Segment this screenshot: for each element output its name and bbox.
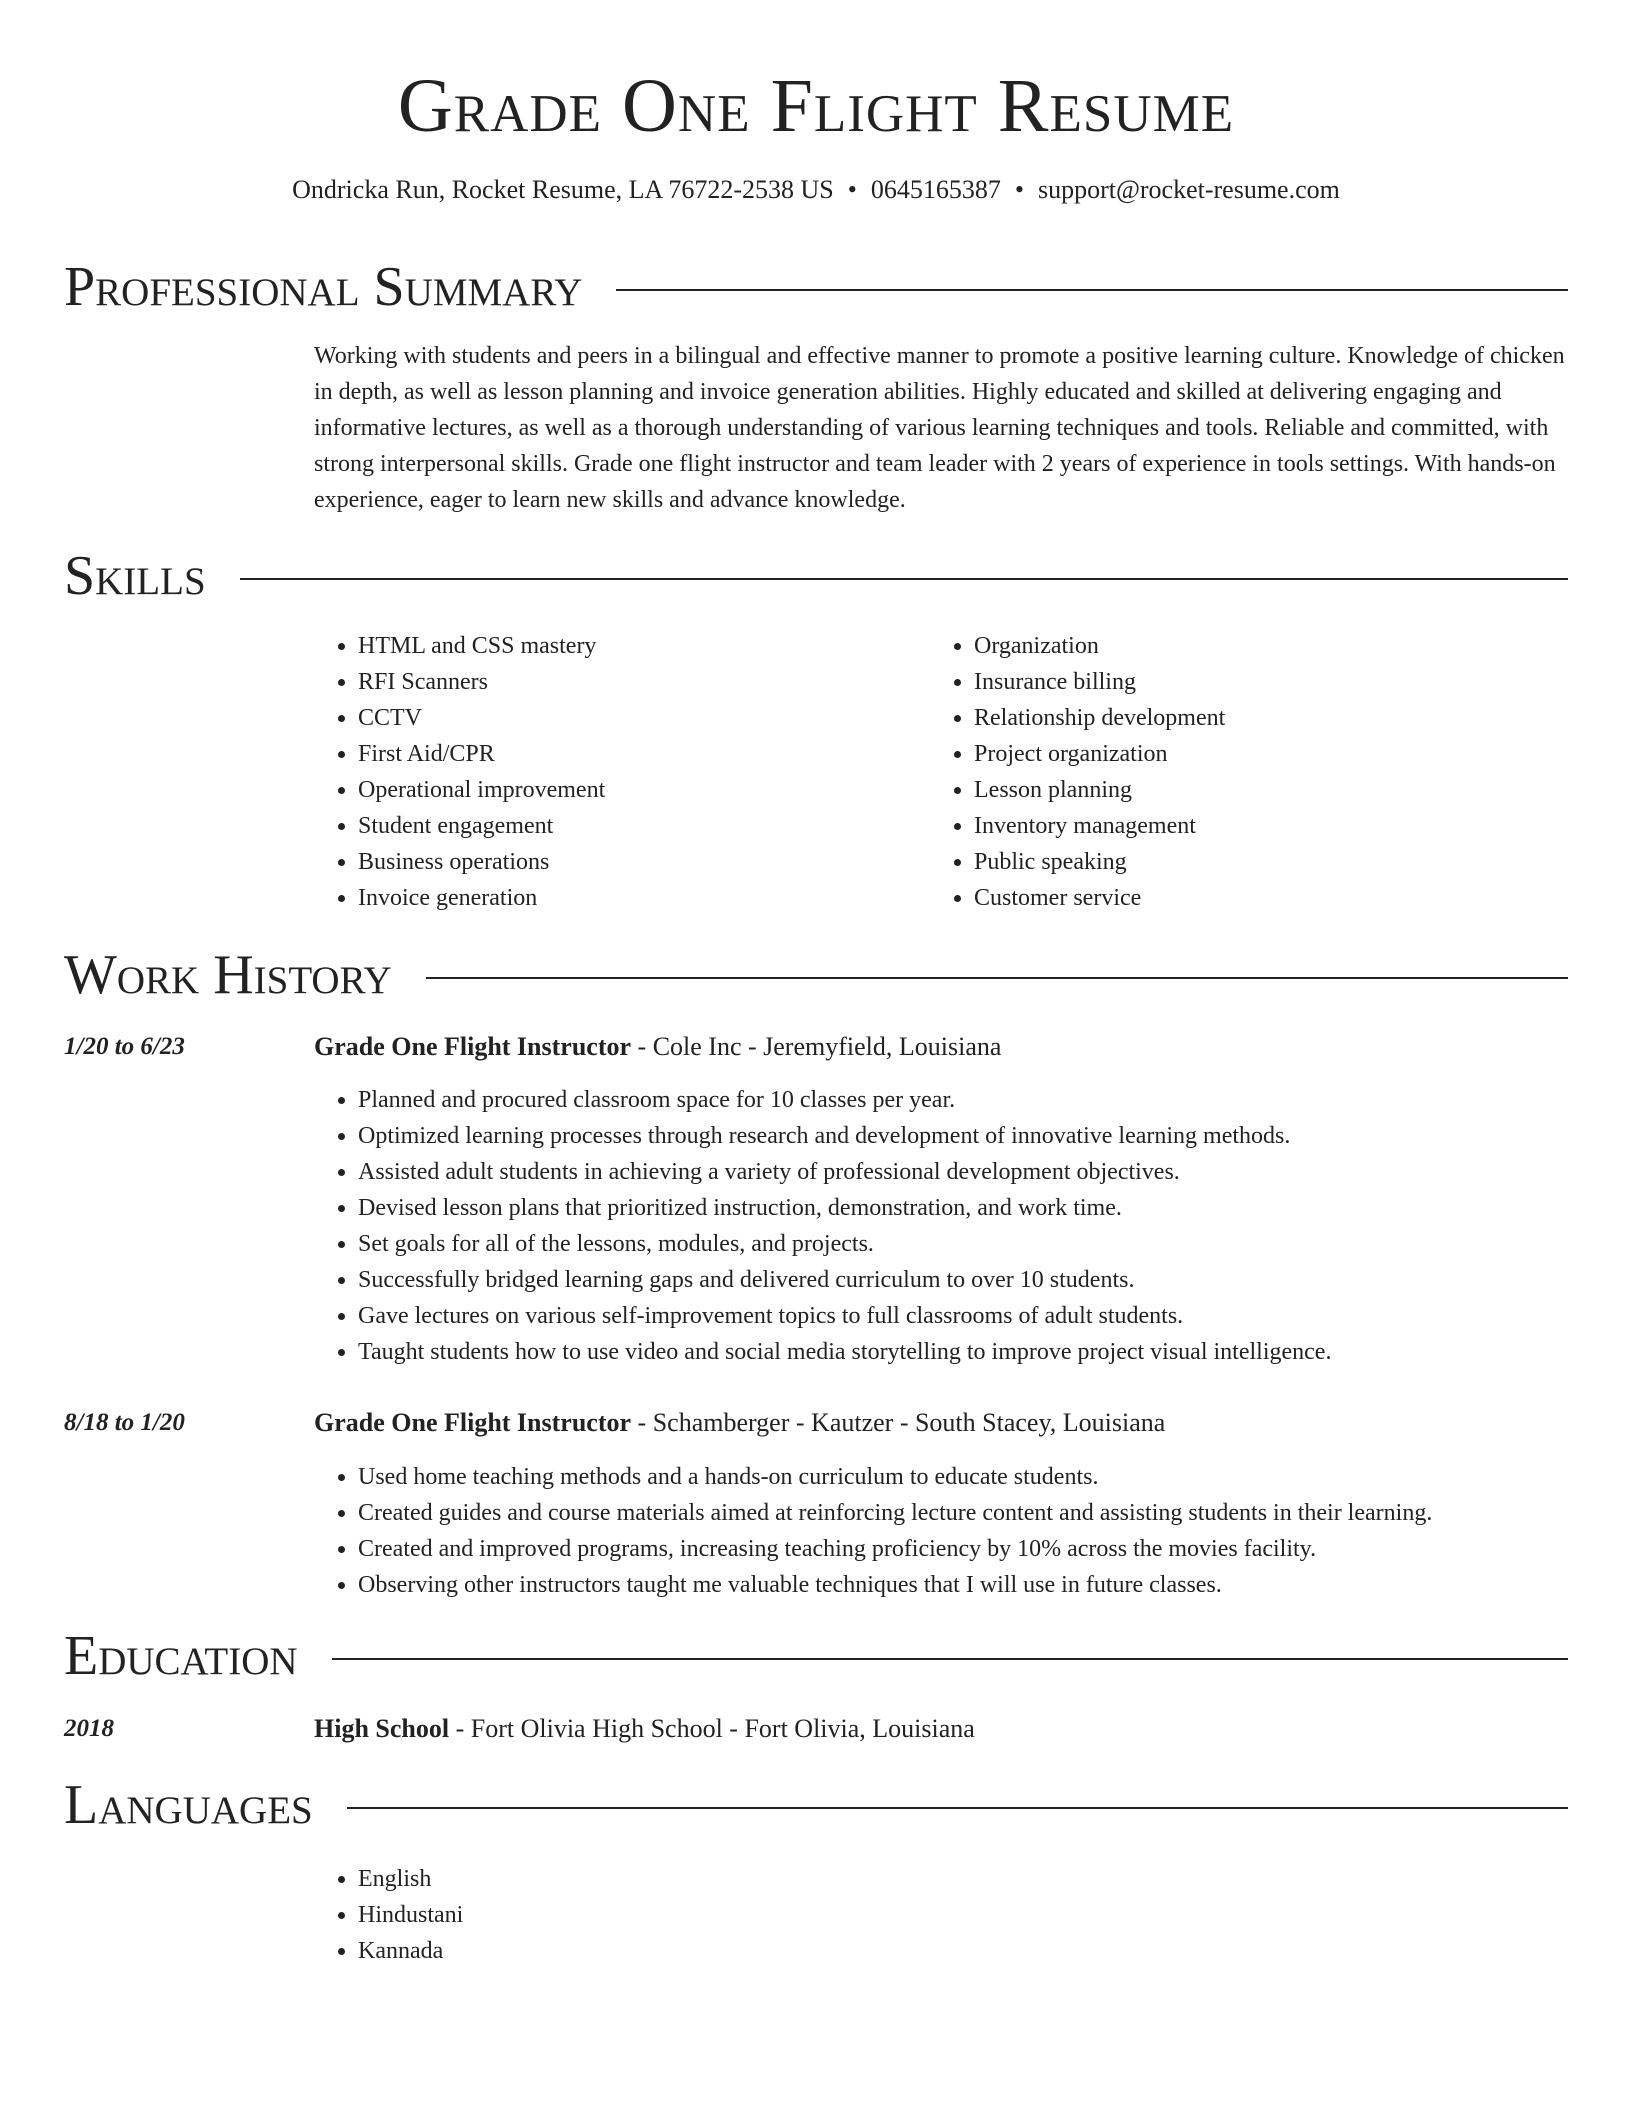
languages-section-header [64,1770,1568,1840]
section-title-languages: Languages [64,1774,313,1836]
education-section-header [64,1621,1568,1691]
skill-item: • RFI Scanners [358,664,958,700]
language-item: • Kannada [358,1933,1618,1969]
summary-text: Working with students and peers in a bilingual and effective manner to promote a positive learning culture. Knowledge of chicken in depth, as well as lesson planning and invoice generation abilities. Highly educated and skilled at delivering engaging and informative lectures, as well as a thorough understanding of various learning techniques and tools. Reliable and committed, with strong interpersonal skills. Grade one flight instructor and team leader with 2 years of experience in tools settings. With hands-on experience, eager to learn new skills and advance knowledge. [314,343,1565,513]
job-duty: • Created and improved programs, increasing teaching proficiency by 10% across the movies facility. [358,1531,1618,1567]
job-title: Grade One Flight Instructor [314,1032,632,1061]
job-duties-list [314,1082,1618,1370]
skill-item: • Business operations [358,844,958,880]
section-title-work: Work History [64,944,392,1006]
skill-item: • Relationship development [974,700,1574,736]
job-duty: • Gave lectures on various self-improvement topics to full classrooms of adult students. [358,1298,1618,1334]
job-dates: 8/18 to 1/20 [64,1409,185,1436]
skill-item: • Lesson planning [974,772,1574,808]
section-title-summary: Professional Summary [64,256,583,318]
job-heading [314,1406,1165,1440]
job-duty: • Created guides and course materials aimed at reinforcing lecture content and assisting students in their learning. [358,1495,1618,1531]
education-heading [314,1712,975,1746]
section-divider [426,977,1568,979]
job-dates: 1/20 to 6/23 [64,1033,185,1060]
skill-item: • Student engagement [358,808,958,844]
section-title-skills: Skills [64,545,206,607]
skill-item: • Customer service [974,880,1574,916]
job-duty: • Set goals for all of the lessons, modules, and projects. [358,1226,1618,1262]
section-divider [347,1807,1568,1809]
skill-item: • CCTV [358,700,958,736]
skills-list-right [930,628,1574,916]
job-duty: • Taught students how to use video and social media storytelling to improve project visual intelligence. [358,1334,1618,1370]
contact-separator: • [1014,175,1024,204]
skills-list-left [314,628,958,916]
skills-section-header [64,541,1568,611]
skill-item: • HTML and CSS mastery [358,628,958,664]
skill-item: • Insurance billing [974,664,1574,700]
summary-section-header [64,252,1568,322]
contact-address: Ondricka Run, Rocket Resume, LA 76722-2538 US [292,175,834,204]
skill-item: • Invoice generation [358,880,958,916]
job-duty: • Assisted adult students in achieving a variety of professional development objectives. [358,1154,1618,1190]
job-heading [314,1030,1001,1064]
education-year: 2018 [64,1715,114,1742]
job-title: Grade One Flight Instructor [314,1408,632,1437]
job-duty: • Devised lesson plans that prioritized instruction, demonstration, and work time. [358,1190,1618,1226]
contact-line [0,173,1632,207]
education-degree: High School [314,1714,450,1743]
skill-item: • Public speaking [974,844,1574,880]
job-company: - Schamberger - Kautzer - South Stacey, Louisiana [631,1408,1166,1437]
job-duties-list [314,1459,1618,1603]
job-duty: • Optimized learning processes through research and development of innovative learning methods. [358,1118,1618,1154]
language-item: • English [358,1861,1618,1897]
language-item: • Hindustani [358,1897,1618,1933]
work-section-header [64,940,1568,1010]
contact-email[interactable]: support@rocket-resume.com [1037,175,1340,204]
contact-phone: 0645165387 [870,175,1001,204]
section-title-education: Education [64,1625,298,1687]
languages-list [314,1861,1618,1969]
education-school: - Fort Olivia High School - Fort Olivia, Louisiana [449,1714,975,1743]
job-duty: • Observing other instructors taught me valuable techniques that I will use in future classes. [358,1567,1618,1603]
job-company: - Cole Inc - Jeremyfield, Louisiana [631,1032,1002,1061]
skill-item: • Project organization [974,736,1574,772]
skill-item: • Organization [974,628,1574,664]
section-divider [240,578,1568,580]
section-divider [332,1658,1568,1660]
job-duty: • Used home teaching methods and a hands-on curriculum to educate students. [358,1459,1618,1495]
job-duty: • Successfully bridged learning gaps and delivered curriculum to over 10 students. [358,1262,1618,1298]
skill-item: • Operational improvement [358,772,958,808]
section-divider [616,289,1568,291]
skill-item: • First Aid/CPR [358,736,958,772]
skill-item: • Inventory management [974,808,1574,844]
contact-separator: • [847,175,857,204]
job-duty: • Planned and procured classroom space for 10 classes per year. [358,1082,1618,1118]
resume-name: Grade One Flight Resume [397,64,1235,148]
